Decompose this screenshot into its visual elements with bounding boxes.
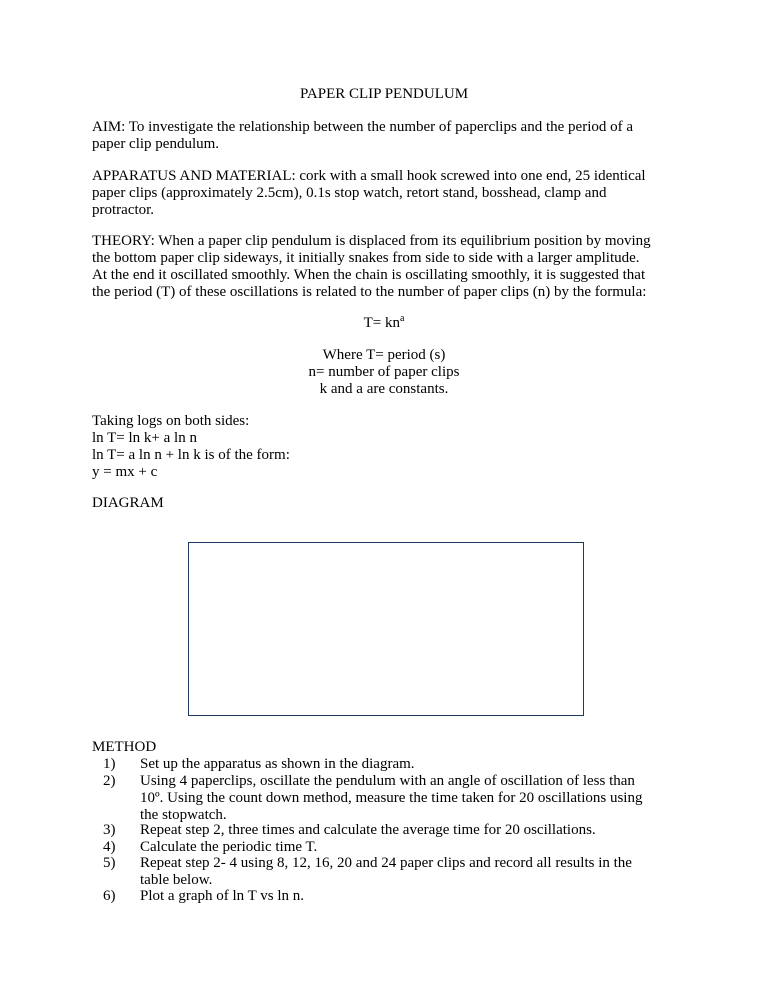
logs-line: Taking logs on both sides: [92,413,250,429]
diagram-heading: DIAGRAM [92,495,164,511]
method-step-number: 5) [103,855,116,871]
apparatus-line: APPARATUS AND MATERIAL: cork with a small hook screwed into one end, 25 identical [92,168,646,184]
apparatus-line: paper clips (approximately 2.5cm), 0.1s stop watch, retort stand, bosshead, clamp and [92,185,607,201]
method-step-text: Repeat step 2- 4 using 8, 12, 16, 20 and 24 paper clips and record all results in the [140,855,632,871]
aim-line: paper clip pendulum. [92,136,220,152]
theory-line: At the end it oscillated smoothly. When the chain is oscillating smoothly, it is suggested that [92,267,646,283]
method-step-number: 1) [103,756,116,772]
method-step-text: Plot a graph of ln T vs ln n. [140,888,305,904]
method-heading: METHOD [92,739,157,755]
page-title: PAPER CLIP PENDULUM [299,86,469,102]
method-step-text: Repeat step 2, three times and calculate the average time for 20 oscillations. [140,822,596,838]
theory-line: THEORY: When a paper clip pendulum is displaced from its equilibrium position by moving [92,233,651,249]
aim-line: AIM: To investigate the relationship between the number of paperclips and the period of a [92,119,634,135]
method-step-number: 6) [103,888,116,904]
where-line: Where T= period (s) [322,347,446,363]
method-step-text: Calculate the periodic time T. [140,839,318,855]
formula [0,315,768,333]
method-step-text: 10º. Using the count down method, measure the time taken for 20 oscillations using [140,790,643,806]
theory-line: the period (T) of these oscillations is related to the number of paper clips (n) by the formula: [92,284,647,300]
apparatus-line: protractor. [92,202,155,218]
logs-line: ln T= a ln n + ln k is of the form: [92,447,290,463]
method-step-number: 3) [103,822,116,838]
method-step-text: Set up the apparatus as shown in the diagram. [140,756,415,772]
diagram-placeholder-box [188,542,584,716]
theory-line: the bottom paper clip sideways, it initially snakes from side to side with a larger amplitude. [92,250,640,266]
method-step-text: Using 4 paperclips, oscillate the pendulum with an angle of oscillation of less than [140,773,635,789]
formula-exponent: a [399,313,405,324]
method-step-number: 4) [103,839,116,855]
logs-line: ln T= ln k+ a ln n [92,430,197,446]
where-line: n= number of paper clips [308,364,460,380]
formula-base: T= kn [363,315,400,331]
where-line: k and a are constants. [319,381,449,397]
method-step-number: 2) [103,773,116,789]
logs-line: y = mx + c [92,464,158,480]
method-step-text: the stopwatch. [140,807,227,823]
method-step-text: table below. [140,872,213,888]
